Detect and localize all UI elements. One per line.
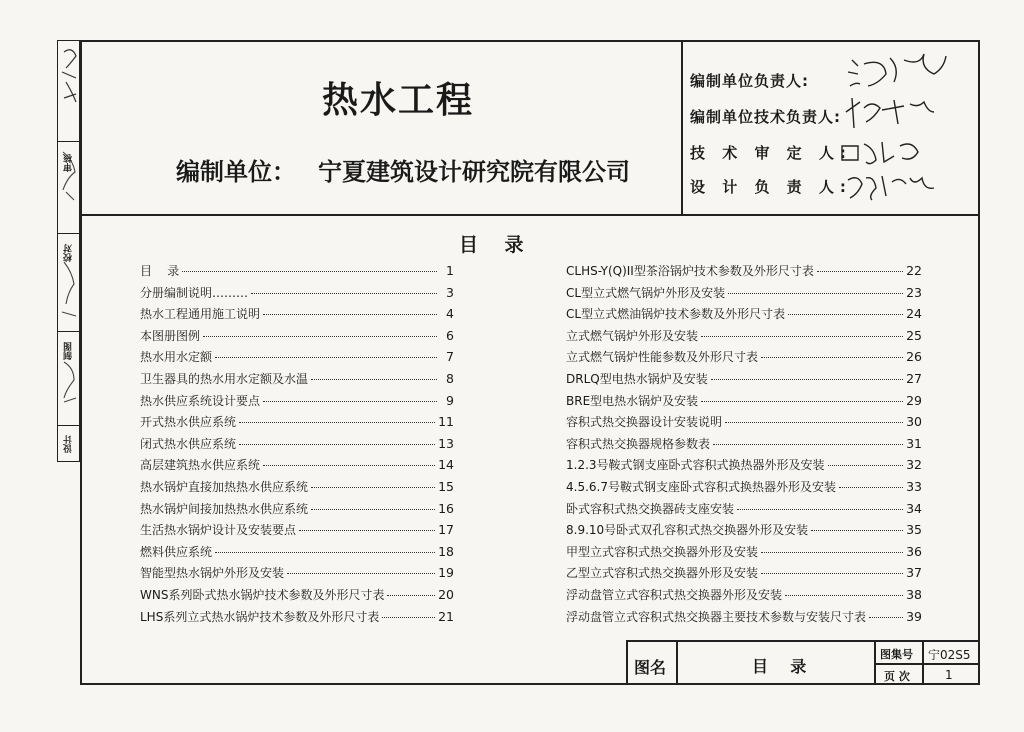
toc-entry[interactable] xyxy=(566,521,922,543)
toc-entry[interactable] xyxy=(566,435,922,457)
toc-entry[interactable] xyxy=(566,392,922,414)
toc-entry[interactable] xyxy=(140,284,454,306)
toc-entry[interactable] xyxy=(566,284,922,306)
toc-leader xyxy=(287,573,435,574)
title-block-divider-1 xyxy=(676,640,678,685)
toc-entry-title: 燃料供应系统 xyxy=(140,544,213,559)
toc-entry-title: BRE型电热水锅炉及安装 xyxy=(566,393,699,408)
toc-entry-page: 11 xyxy=(438,414,454,430)
toc-leader xyxy=(311,487,435,488)
toc-entry[interactable] xyxy=(566,478,922,500)
atlas-no: 宁02S5 xyxy=(928,648,971,662)
toc-leader xyxy=(215,552,435,553)
toc-leader xyxy=(785,595,903,596)
toc-entry-page: 1 xyxy=(446,263,454,278)
toc-leader xyxy=(215,357,437,358)
toc-leader xyxy=(817,271,903,272)
toc-entry[interactable] xyxy=(566,543,922,565)
page-no: 1 xyxy=(945,668,953,682)
toc-entry-title: 热水工程通用施工说明 xyxy=(140,307,261,322)
toc-entry-title: 开式热水供应系统 xyxy=(140,415,237,430)
toc-entry-title: 热水用水定额 xyxy=(140,350,213,365)
toc-leader xyxy=(263,465,435,466)
toc-entry-page: 14 xyxy=(438,457,454,473)
toc-entry-title: 4.5.6.7号鞍式钢支座卧式容积式换热器外形及安装 xyxy=(566,479,836,494)
toc-leader xyxy=(788,314,903,315)
toc-entry[interactable] xyxy=(140,456,454,478)
toc-entry[interactable] xyxy=(566,608,922,630)
toc-entry-page: 18 xyxy=(438,543,454,559)
toc-entry-title: LHS系列立式热水锅炉技术参数及外形尺寸表 xyxy=(140,609,380,624)
toc-leader xyxy=(761,552,903,553)
toc-entry-page: 36 xyxy=(906,543,922,559)
toc-entry-title: 立式燃气锅炉性能参数及外形尺寸表 xyxy=(566,350,759,365)
toc-entry-title: 高层建筑热水供应系统 xyxy=(140,458,261,473)
toc-leader xyxy=(263,314,437,315)
toc-entry-title: 热水锅炉直接加热热水供应系统 xyxy=(140,479,309,494)
toc-leader xyxy=(761,573,903,574)
toc-entry-title: 乙型立式容积式热交换器外形及安装 xyxy=(566,566,759,581)
toc-entry-title: 本图册图例 xyxy=(140,328,201,343)
toc-entry-title: CLHS-Y(Q)II型茶浴锅炉技术参数及外形尺寸表 xyxy=(566,264,814,278)
toc-leader xyxy=(701,401,903,402)
toc-leader xyxy=(713,444,903,445)
toc-entry-page: 17 xyxy=(438,522,454,538)
toc-entry-page: 21 xyxy=(438,608,454,624)
toc-entry-title: CL型立式燃油锅炉技术参数及外形尺寸表 xyxy=(566,307,786,322)
title-block-left-line xyxy=(626,640,628,685)
title-block-top-line xyxy=(626,640,980,642)
toc-leader xyxy=(828,465,904,466)
drawing-name: 目 录 xyxy=(752,657,807,676)
toc-entry[interactable] xyxy=(566,327,922,349)
toc-entry-page: 8 xyxy=(446,370,454,386)
toc-entry-page: 6 xyxy=(446,327,454,343)
header-handwritten-signatures xyxy=(838,50,968,210)
toc-entry-page: 29 xyxy=(906,392,922,408)
toc-entry[interactable] xyxy=(566,305,922,327)
toc-entry-title: CL型立式燃气锅炉外形及安装 xyxy=(566,285,726,300)
toc-entry-page: 9 xyxy=(446,392,454,408)
toc-entry[interactable] xyxy=(140,543,454,565)
toc-leader xyxy=(725,422,903,423)
toc-entry-page: 23 xyxy=(906,284,922,300)
atlas-no-label: 图集号 xyxy=(880,648,913,661)
toc-entry[interactable] xyxy=(566,564,922,586)
toc-entry[interactable] xyxy=(140,370,454,392)
toc-entry-title: 浮动盘管立式容积式热交换器外形及安装 xyxy=(566,587,783,602)
toc-entry[interactable] xyxy=(140,305,454,327)
toc-entry[interactable] xyxy=(140,435,454,457)
toc-entry-title: 容积式热交换器规格参数表 xyxy=(566,436,711,451)
unit-head-label: 编制单位负责人: xyxy=(690,72,809,90)
toc-leader xyxy=(761,357,903,358)
toc-entry-page: 16 xyxy=(438,500,454,516)
toc-entry-page: 34 xyxy=(906,500,922,516)
toc-entry-page: 15 xyxy=(438,478,454,494)
toc-entry[interactable] xyxy=(566,262,922,284)
toc-leader xyxy=(387,595,435,596)
toc-entry-page: 25 xyxy=(906,327,922,343)
toc-entry[interactable] xyxy=(566,456,922,478)
toc-entry-title: 分册编制说明……… xyxy=(140,285,249,300)
toc-leader xyxy=(711,379,903,380)
toc-leader xyxy=(728,293,903,294)
toc-left-column xyxy=(140,262,454,629)
toc-entry-page: 37 xyxy=(906,565,922,581)
toc-entry[interactable] xyxy=(566,348,922,370)
toc-entry-page: 30 xyxy=(906,414,922,430)
title-block-mid-line xyxy=(874,663,980,665)
toc-entry-page: 3 xyxy=(446,284,454,300)
toc-leader xyxy=(299,530,435,531)
toc-right-column xyxy=(566,262,922,629)
toc-entry[interactable] xyxy=(140,392,454,414)
toc-leader xyxy=(869,617,903,618)
toc-leader xyxy=(737,509,903,510)
toc-entry-title: 智能型热水锅炉外形及安装 xyxy=(140,566,285,581)
toc-leader xyxy=(239,444,435,445)
compiling-unit-label: 编制单位： xyxy=(176,158,296,186)
toc-entry-page: 39 xyxy=(906,608,922,624)
toc-entry-title: 生活热水锅炉设计及安装要点 xyxy=(140,523,297,538)
toc-entry-title: 卧式容积式热交换器砖支座安装 xyxy=(566,501,735,516)
toc-entry-title: WNS系列卧式热水锅炉技术参数及外形尺寸表 xyxy=(140,587,385,602)
toc-entry-title: 甲型立式容积式热交换器外形及安装 xyxy=(566,544,759,559)
header-vertical-divider xyxy=(681,40,683,214)
toc-entry-title: DRLQ型电热水锅炉及安装 xyxy=(566,371,708,386)
toc-leader xyxy=(311,379,437,380)
toc-leader xyxy=(382,617,435,618)
toc-entry[interactable] xyxy=(140,500,454,522)
strip-audit-label: 审核 xyxy=(64,153,74,172)
toc-leader xyxy=(239,422,435,423)
toc-leader xyxy=(811,530,903,531)
toc-entry-page: 7 xyxy=(446,349,454,365)
toc-entry-page: 32 xyxy=(906,457,922,473)
header-divider xyxy=(80,214,980,216)
toc-leader xyxy=(311,509,435,510)
toc-entry-page: 20 xyxy=(438,586,454,602)
toc-entry-page: 35 xyxy=(906,522,922,538)
toc-entry[interactable] xyxy=(566,500,922,522)
toc-entry-title: 热水锅炉间接加热热水供应系统 xyxy=(140,501,309,516)
toc-entry-page: 4 xyxy=(446,306,454,322)
toc-entry[interactable] xyxy=(140,564,454,586)
toc-entry-title: 闭式热水供应系统 xyxy=(140,436,237,451)
drawing-name-label: 图名 xyxy=(634,658,667,677)
toc-entry[interactable] xyxy=(566,370,922,392)
toc-entry[interactable] xyxy=(140,348,454,370)
toc-entry-page: 31 xyxy=(906,435,922,451)
toc-leader xyxy=(203,336,437,337)
toc-entry-title: 目 录 xyxy=(140,264,180,278)
toc-leader xyxy=(701,336,903,337)
compiling-unit-name: 宁夏建筑设计研究院有限公司 xyxy=(318,158,630,186)
toc-entry-title: 8.9.10号卧式双孔容积式热交换器外形及安装 xyxy=(566,523,809,538)
toc-entry[interactable] xyxy=(140,478,454,500)
toc-entry[interactable] xyxy=(140,586,454,608)
toc-entry-page: 26 xyxy=(906,349,922,365)
toc-entry-page: 38 xyxy=(906,586,922,602)
tech-head-label: 编制单位技术负责人: xyxy=(690,108,841,126)
strip-handwritten-signatures xyxy=(58,42,82,462)
toc-entry-page: 22 xyxy=(906,263,922,278)
strip-design-label: 设计 xyxy=(64,434,74,453)
toc-entry-page: 27 xyxy=(906,370,922,386)
toc-entry[interactable] xyxy=(140,262,454,284)
strip-proof-label: 校对 xyxy=(64,243,74,262)
toc-entry-title: 卫生器具的热水用水定额及水温 xyxy=(140,371,309,386)
toc-entry-title: 1.2.3号鞍式钢支座卧式容积式换热器外形及安装 xyxy=(566,458,825,473)
toc-entry-page: 13 xyxy=(438,435,454,451)
toc-entry[interactable] xyxy=(140,413,454,435)
toc-leader xyxy=(251,293,437,294)
toc-leader xyxy=(839,487,903,488)
reviewer-label: 技 术 审 定 人: xyxy=(690,144,852,162)
toc-entry-page: 33 xyxy=(906,478,922,494)
toc-entry-title: 热水供应系统设计要点 xyxy=(140,393,261,408)
toc-entry-title: 容积式热交换器设计安装说明 xyxy=(566,415,723,430)
toc-entry[interactable] xyxy=(140,608,454,630)
toc-heading-text: 目 录 xyxy=(459,234,524,256)
designer-label: 设 计 负 责 人: xyxy=(690,178,852,196)
toc-entry[interactable] xyxy=(140,327,454,349)
toc-entry-title: 浮动盘管立式容积式热交换器主要技术参数与安装尺寸表 xyxy=(566,609,867,624)
toc-entry[interactable] xyxy=(566,413,922,435)
toc-leader xyxy=(182,271,437,272)
strip-draw-label: 制图 xyxy=(64,341,74,360)
toc-leader xyxy=(263,401,437,402)
toc-entry-page: 19 xyxy=(438,565,454,581)
toc-heading xyxy=(459,230,523,257)
toc-entry[interactable] xyxy=(140,521,454,543)
compiling-unit xyxy=(176,152,630,187)
page-title: 热水工程 xyxy=(322,80,475,121)
toc-entry-page: 24 xyxy=(906,306,922,322)
toc-entry-title: 立式燃气锅炉外形及安装 xyxy=(566,328,699,343)
page-label: 页 次 xyxy=(884,670,910,683)
toc-entry[interactable] xyxy=(566,586,922,608)
